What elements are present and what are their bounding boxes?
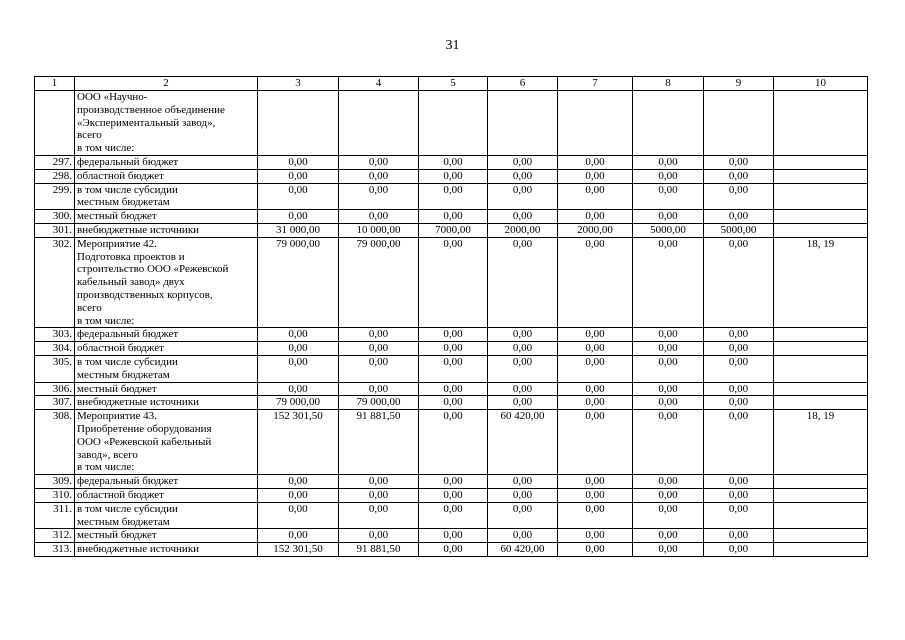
row-value: 0,00 (558, 382, 633, 396)
row-value: 0,00 (633, 169, 704, 183)
row-value: 0,00 (419, 502, 488, 529)
row-number: 301. (35, 223, 75, 237)
table-row (35, 488, 868, 502)
row-note (774, 502, 868, 529)
row-value: 0,00 (704, 355, 774, 382)
row-value: 0,00 (558, 396, 633, 410)
row-value: 79 000,00 (258, 237, 339, 328)
column-number-row (35, 77, 868, 91)
row-value: 0,00 (558, 183, 633, 210)
row-description: областной бюджет (75, 169, 258, 183)
row-value: 0,00 (258, 210, 339, 224)
row-value: 10 000,00 (339, 223, 419, 237)
row-value: 60 420,00 (488, 543, 558, 557)
row-value (558, 91, 633, 156)
row-value: 0,00 (419, 237, 488, 328)
row-value: 0,00 (558, 342, 633, 356)
row-value: 0,00 (488, 237, 558, 328)
row-value: 0,00 (558, 410, 633, 475)
table-row (35, 169, 868, 183)
row-value: 0,00 (258, 155, 339, 169)
row-value: 0,00 (558, 355, 633, 382)
row-note (774, 328, 868, 342)
row-value: 0,00 (704, 237, 774, 328)
row-value: 0,00 (339, 155, 419, 169)
row-number: 300. (35, 210, 75, 224)
row-value: 0,00 (633, 382, 704, 396)
row-value: 0,00 (558, 488, 633, 502)
row-number (35, 91, 75, 156)
row-number: 303. (35, 328, 75, 342)
row-value: 0,00 (704, 543, 774, 557)
budget-table (34, 76, 868, 557)
row-value: 5000,00 (704, 223, 774, 237)
row-value: 0,00 (633, 342, 704, 356)
table-row (35, 543, 868, 557)
row-value: 91 881,50 (339, 543, 419, 557)
row-value: 0,00 (704, 155, 774, 169)
table-row (35, 382, 868, 396)
table-row (35, 183, 868, 210)
column-number: 5 (419, 77, 488, 91)
row-value: 0,00 (558, 502, 633, 529)
row-value: 0,00 (419, 155, 488, 169)
row-number: 308. (35, 410, 75, 475)
row-value: 0,00 (633, 543, 704, 557)
row-description: внебюджетные источники (75, 396, 258, 410)
column-number: 8 (633, 77, 704, 91)
row-value: 0,00 (258, 475, 339, 489)
row-value: 0,00 (339, 475, 419, 489)
row-value: 0,00 (704, 396, 774, 410)
row-value: 0,00 (419, 410, 488, 475)
column-number: 10 (774, 77, 868, 91)
row-value: 0,00 (488, 529, 558, 543)
row-value: 0,00 (488, 210, 558, 224)
row-value: 0,00 (339, 382, 419, 396)
row-value: 0,00 (488, 183, 558, 210)
row-number: 302. (35, 237, 75, 328)
row-value: 0,00 (419, 488, 488, 502)
row-number: 313. (35, 543, 75, 557)
row-description: местный бюджет (75, 382, 258, 396)
table-row (35, 342, 868, 356)
row-description: в том числе субсидии местным бюджетам (75, 183, 258, 210)
column-number: 6 (488, 77, 558, 91)
row-value: 0,00 (419, 328, 488, 342)
row-value: 0,00 (704, 342, 774, 356)
row-number: 297. (35, 155, 75, 169)
row-note (774, 488, 868, 502)
row-value: 0,00 (633, 328, 704, 342)
table-row (35, 502, 868, 529)
row-value: 0,00 (488, 396, 558, 410)
row-note (774, 355, 868, 382)
row-number: 307. (35, 396, 75, 410)
row-value: 0,00 (558, 529, 633, 543)
column-number: 1 (35, 77, 75, 91)
row-value: 0,00 (258, 502, 339, 529)
row-description: внебюджетные источники (75, 223, 258, 237)
row-number: 306. (35, 382, 75, 396)
row-value: 0,00 (558, 169, 633, 183)
table-row (35, 475, 868, 489)
row-value: 0,00 (419, 382, 488, 396)
table-row (35, 328, 868, 342)
row-value: 0,00 (488, 155, 558, 169)
row-value: 0,00 (339, 183, 419, 210)
row-value: 0,00 (633, 183, 704, 210)
row-value: 0,00 (419, 210, 488, 224)
row-description: в том числе субсидии местным бюджетам (75, 355, 258, 382)
table-body (35, 77, 868, 557)
row-value: 0,00 (339, 502, 419, 529)
row-number: 299. (35, 183, 75, 210)
row-note (774, 169, 868, 183)
row-value: 0,00 (258, 183, 339, 210)
row-value: 0,00 (488, 355, 558, 382)
column-number: 7 (558, 77, 633, 91)
row-value: 0,00 (558, 475, 633, 489)
row-value: 0,00 (558, 155, 633, 169)
row-description: Мероприятие 42. Подготовка проектов и строительство ООО «Режевской кабельный завод» двух производственных корпусов, всего в том числе: (75, 237, 258, 328)
row-value: 91 881,50 (339, 410, 419, 475)
row-note (774, 183, 868, 210)
table-row (35, 396, 868, 410)
row-value (488, 91, 558, 156)
row-value (633, 91, 704, 156)
table-row (35, 91, 868, 156)
row-number: 298. (35, 169, 75, 183)
row-value: 31 000,00 (258, 223, 339, 237)
row-value: 0,00 (419, 543, 488, 557)
row-note (774, 91, 868, 156)
row-value: 0,00 (488, 488, 558, 502)
row-value (419, 91, 488, 156)
row-description: федеральный бюджет (75, 328, 258, 342)
row-note: 18, 19 (774, 410, 868, 475)
row-value: 0,00 (704, 410, 774, 475)
row-value: 0,00 (339, 529, 419, 543)
row-value: 0,00 (488, 169, 558, 183)
row-description: федеральный бюджет (75, 475, 258, 489)
row-description: внебюджетные источники (75, 543, 258, 557)
row-note (774, 396, 868, 410)
table-row (35, 355, 868, 382)
row-value: 60 420,00 (488, 410, 558, 475)
row-description: федеральный бюджет (75, 155, 258, 169)
row-note (774, 543, 868, 557)
row-value: 0,00 (633, 237, 704, 328)
row-value (704, 91, 774, 156)
table-row (35, 210, 868, 224)
row-description: областной бюджет (75, 488, 258, 502)
column-number: 9 (704, 77, 774, 91)
row-value: 0,00 (704, 210, 774, 224)
row-value: 0,00 (258, 342, 339, 356)
row-description: Мероприятие 43. Приобретение оборудования ООО «Режевской кабельный завод», всего в том числе: (75, 410, 258, 475)
row-value: 0,00 (258, 355, 339, 382)
row-number: 309. (35, 475, 75, 489)
row-value: 0,00 (704, 382, 774, 396)
row-value: 0,00 (558, 237, 633, 328)
row-number: 311. (35, 502, 75, 529)
row-value: 0,00 (633, 502, 704, 529)
column-number: 2 (75, 77, 258, 91)
row-value: 0,00 (704, 169, 774, 183)
row-value: 0,00 (488, 328, 558, 342)
table-row (35, 529, 868, 543)
row-value: 79 000,00 (339, 396, 419, 410)
row-note: 18, 19 (774, 237, 868, 328)
table-row (35, 237, 868, 328)
row-description: местный бюджет (75, 529, 258, 543)
row-value: 2000,00 (558, 223, 633, 237)
row-description: местный бюджет (75, 210, 258, 224)
row-value: 7000,00 (419, 223, 488, 237)
row-value: 0,00 (558, 210, 633, 224)
row-description: ООО «Научно- производственное объединение «Экспериментальный завод», всего в том числе: (75, 91, 258, 156)
row-value: 0,00 (339, 328, 419, 342)
row-value: 0,00 (419, 355, 488, 382)
column-number: 3 (258, 77, 339, 91)
row-note (774, 382, 868, 396)
row-value: 0,00 (488, 342, 558, 356)
row-value: 0,00 (339, 169, 419, 183)
row-value: 0,00 (258, 169, 339, 183)
row-number: 304. (35, 342, 75, 356)
row-value (339, 91, 419, 156)
row-value: 0,00 (258, 382, 339, 396)
row-value: 0,00 (633, 155, 704, 169)
row-value: 0,00 (339, 210, 419, 224)
row-value: 0,00 (488, 475, 558, 489)
row-note (774, 475, 868, 489)
table-row (35, 223, 868, 237)
row-note (774, 529, 868, 543)
table-row (35, 155, 868, 169)
row-value: 0,00 (633, 355, 704, 382)
row-value: 0,00 (258, 488, 339, 502)
row-value: 0,00 (419, 169, 488, 183)
row-value: 0,00 (488, 502, 558, 529)
row-value: 0,00 (633, 210, 704, 224)
row-value: 2000,00 (488, 223, 558, 237)
row-note (774, 155, 868, 169)
row-value: 0,00 (633, 475, 704, 489)
row-value: 0,00 (633, 396, 704, 410)
row-value: 0,00 (704, 475, 774, 489)
row-value (258, 91, 339, 156)
row-description: в том числе субсидии местным бюджетам (75, 502, 258, 529)
row-number: 305. (35, 355, 75, 382)
row-note (774, 223, 868, 237)
row-number: 310. (35, 488, 75, 502)
row-value: 0,00 (704, 183, 774, 210)
row-value: 79 000,00 (258, 396, 339, 410)
page-number: 31 (445, 38, 460, 53)
row-value: 0,00 (258, 328, 339, 342)
row-value: 0,00 (339, 488, 419, 502)
row-value: 0,00 (704, 488, 774, 502)
row-value: 0,00 (558, 543, 633, 557)
row-value: 0,00 (704, 328, 774, 342)
row-value: 152 301,50 (258, 543, 339, 557)
row-value: 0,00 (258, 529, 339, 543)
row-value: 0,00 (339, 342, 419, 356)
row-value: 152 301,50 (258, 410, 339, 475)
row-value: 0,00 (704, 529, 774, 543)
row-value: 0,00 (419, 529, 488, 543)
row-description: областной бюджет (75, 342, 258, 356)
row-note (774, 342, 868, 356)
row-value: 0,00 (419, 183, 488, 210)
row-note (774, 210, 868, 224)
column-number: 4 (339, 77, 419, 91)
row-value: 0,00 (633, 410, 704, 475)
row-value: 0,00 (419, 396, 488, 410)
row-value: 0,00 (633, 529, 704, 543)
row-value: 5000,00 (633, 223, 704, 237)
row-value: 0,00 (419, 475, 488, 489)
row-value: 0,00 (419, 342, 488, 356)
row-value: 0,00 (704, 502, 774, 529)
row-value: 79 000,00 (339, 237, 419, 328)
row-value: 0,00 (633, 488, 704, 502)
row-number: 312. (35, 529, 75, 543)
row-value: 0,00 (339, 355, 419, 382)
table-row (35, 410, 868, 475)
row-value: 0,00 (558, 328, 633, 342)
row-value: 0,00 (488, 382, 558, 396)
